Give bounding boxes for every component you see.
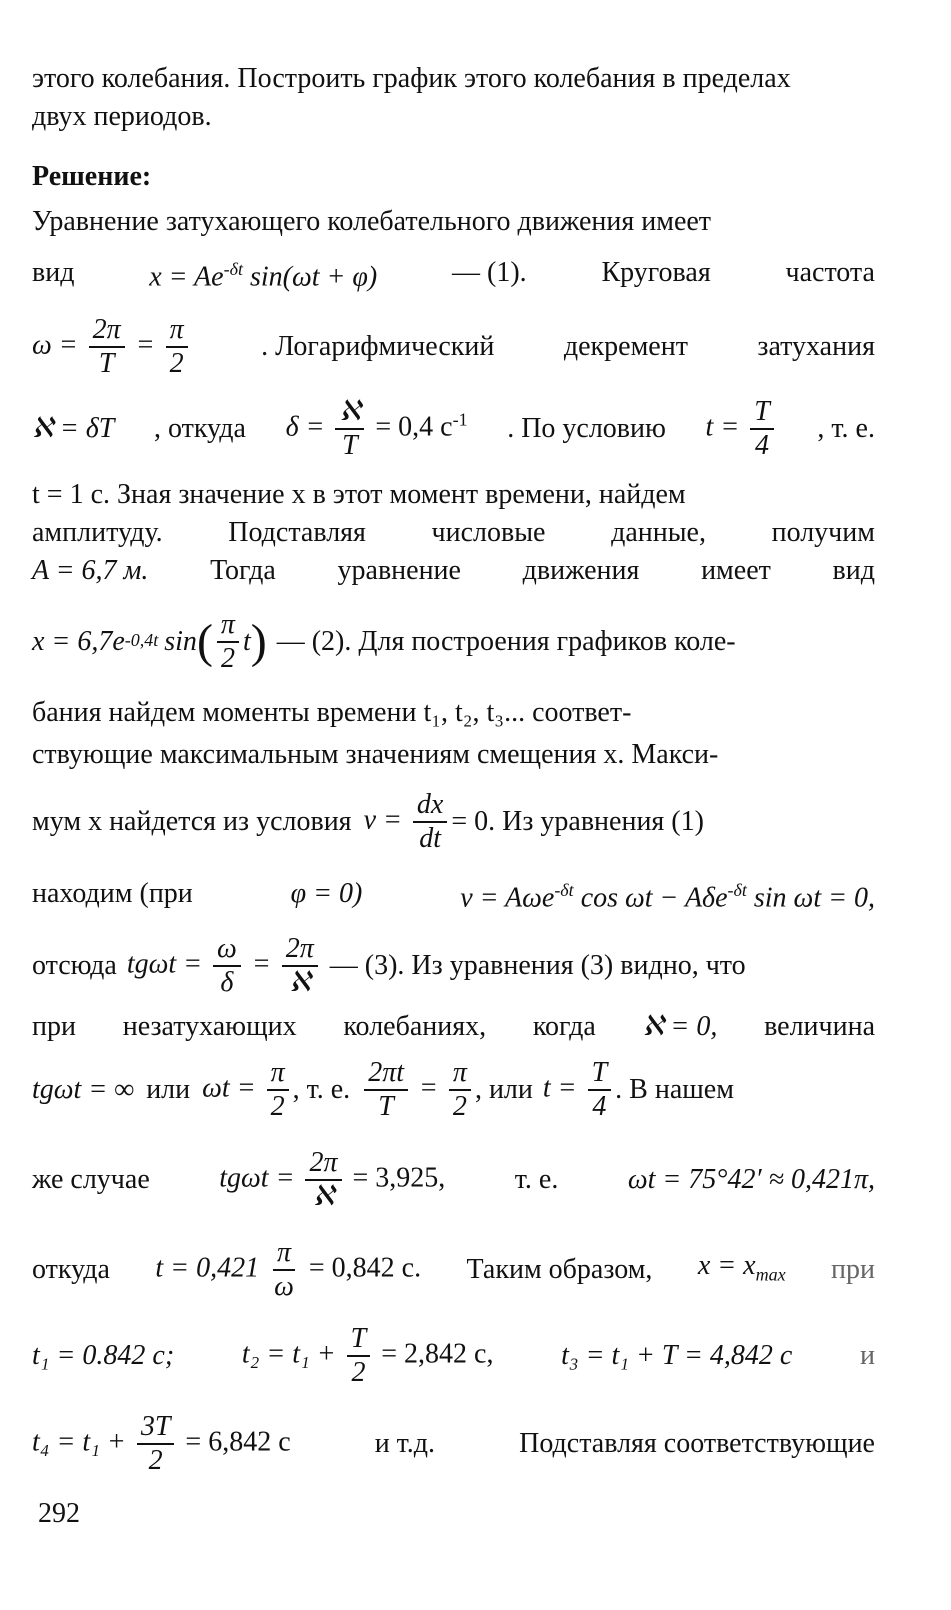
- text-line: амплитуду. Подставляя числовые данные, получим: [32, 517, 875, 548]
- formula: t = $\frac{T}{4}$: [543, 1057, 615, 1123]
- formula: tgωt = $\frac{2\pi}{\text{ℵ}}$ = 3,925,: [219, 1146, 446, 1212]
- text-line: этого колебания. Построить график этого колебания в пределах: [32, 63, 791, 94]
- text-line: Уравнение затухающего колебательного движения имеет: [32, 206, 712, 237]
- text-line: ствующие максимальным значениям смещения x. Макси-: [32, 739, 719, 770]
- formula: v = Aωe$^{-\delta t}$ cos ωt − Aδe$^{-\delta t}$ sin ωt = 0,: [460, 880, 875, 914]
- formula: $x = x_{max}$: [697, 1249, 786, 1285]
- undamped-line: tgωt = ∞ или ωt = $\frac{\pi}{2}$ , т. е. $\frac{2\pi t}{T}$ = $\frac{\pi}{2}$ , или t = $\frac{T}{4}$ . В нашем: [32, 1056, 734, 1122]
- formula: v = $\frac{dx}{dt}$: [364, 789, 452, 855]
- formula: x = 6,7e -0,4t sin ( $\frac{\pi}{2}$ t ): [32, 608, 267, 674]
- formula: t = $\frac{T}{4}$: [706, 396, 778, 462]
- tangent-line: отсюда tgωt = $\frac{\omega}{\delta}$ = $\frac{2\pi}{\text{ℵ}}$ — (3). Из уравнения (3) видно, что: [32, 932, 746, 998]
- formula: δ = $\frac{\text{ℵ}}{T}$ = 0,4 $с^{-1}$: [285, 395, 468, 461]
- times-line: t₁ = 0.842 с; t₂ = t₁ + $\frac{T}{2}$ = 2,842 с, t₃ = t₁ + T = 4,842 с и: [32, 1322, 875, 1388]
- time-line: откуда t = 0,421 $\frac{\pi}{\omega}$ = 0,842 с. Таким образом, $x = x_{max}$ при: [32, 1236, 875, 1302]
- formula: ω = $\frac{2\pi}{T}$ = $\frac{\pi}{2}$: [32, 314, 192, 380]
- equation-line-1: вид $x = Ae^{-\delta t}$ sin(ωt + φ) — (1). Круговая частота: [32, 252, 875, 294]
- formula: $\frac{2\pi t}{T}$ = $\frac{\pi}{2}$: [360, 1057, 475, 1123]
- omega-line: ω = $\frac{2\pi}{T}$ = $\frac{\pi}{2}$ . Логарифмический декремент затухания: [32, 313, 875, 379]
- text-line: A = 6,7 м. Тогда уравнение движения имеет вид: [32, 555, 875, 586]
- formula: t₄ = t₁ + $\frac{3T}{2}$ = 6,842 с: [32, 1410, 291, 1476]
- derivative-line: находим (при φ = 0) v = Aωe$^{-\delta t}$ cos ωt − Aδe$^{-\delta t}$ sin ωt = 0,: [32, 873, 875, 915]
- page-number: 292: [38, 1498, 80, 1529]
- formula: tgωt = $\frac{\omega}{\delta}$ = $\frac{2\pi}{\text{ℵ}}$: [127, 933, 322, 999]
- velocity-condition-line: мум x найдется из условия v = $\frac{dx}{dt}$ = 0. Из уравнения (1): [32, 788, 704, 854]
- formula: t₂ = t₁ + $\frac{T}{2}$ = 2,842 с,: [241, 1322, 494, 1388]
- text-line: t = 1 с. Зная значение x в этот момент времени, найдем: [32, 479, 686, 510]
- formula: t = 0,421 $\frac{\pi}{\omega}$ = 0,842 с.: [155, 1236, 422, 1302]
- solution-heading: Решение:: [32, 161, 152, 192]
- formula: ωt = $\frac{\pi}{2}$: [202, 1057, 292, 1123]
- our-case-line: же случае tgωt = $\frac{2\pi}{\text{ℵ}}$ = 3,925, т. е. ωt = 75°42′ ≈ 0,421π,: [32, 1146, 875, 1212]
- times-line-2: t₄ = t₁ + $\frac{3T}{2}$ = 6,842 с и т.д. Подставляя соответствующие: [32, 1410, 875, 1476]
- text-line: при незатухающих колебаниях, когда ℵ = 0, величина: [32, 1011, 875, 1042]
- motion-equation-line: x = 6,7e -0,4t sin ( $\frac{\pi}{2}$ t ) — (2). Для построения графиков коле-: [32, 608, 736, 674]
- formula: $x = Ae^{-\delta t}$ sin(ωt + φ): [149, 259, 378, 293]
- decrement-line: ℵ = δT , откуда δ = $\frac{\text{ℵ}}{T}$ = 0,4 $с^{-1}$ . По условию t = $\frac{T}{4}$ , т. е.: [32, 395, 875, 461]
- text-line: бания найдем моменты времени t₁, t₂, t₃... соответ-: [32, 697, 632, 728]
- text-line: двух периодов.: [32, 101, 212, 132]
